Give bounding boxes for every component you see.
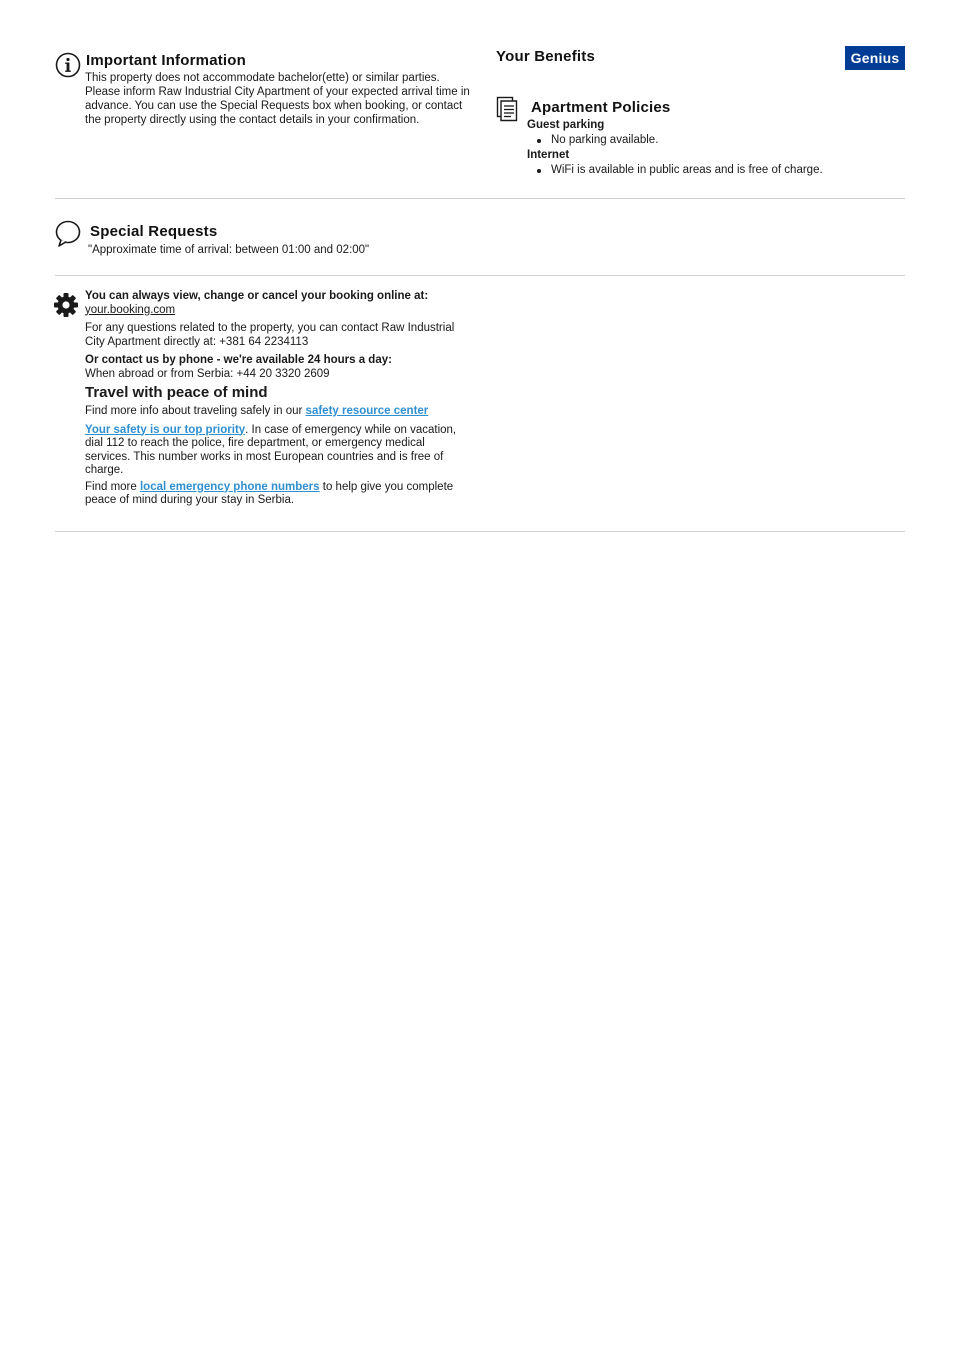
special-requests-text: "Approximate time of arrival: between 01:00 and 02:00" [88,244,370,256]
speech-bubble-icon [55,220,81,248]
local-emergency-numbers-link[interactable]: local emergency phone numbers [139,480,320,493]
gear-icon [53,292,79,318]
emergency-numbers-prefix: Find more [85,480,140,493]
emergency-info-text: . In case of emergency while on vacation, dial 112 to reach the police, fire department, or emergency medical services. This number works in most European countries and is free of charge. [85,423,457,476]
important-information-title: Important Information [86,52,247,69]
apartment-policies-title: Apartment Policies [531,99,671,116]
important-information-text: This property does not accommodate bachelor(ette) or similar parties. Please inform Raw Industrial City Apartment of your expected arrival time in advance. You can use the Special Requests box when booking, or contact the property directly using the contact details in your confirmation. [85,72,470,126]
travel-peace-of-mind-title: Travel with peace of mind [85,384,268,401]
booking-site-link[interactable]: your.booking.com [85,303,176,316]
section-divider [55,198,905,199]
genius-badge: Genius [845,46,905,70]
policy-items-internet [527,163,907,178]
property-contact-text: For any questions related to the property, you can contact Raw Industrial City Apartment directly at: +381 64 2234113 [85,322,455,348]
section-divider [55,531,905,532]
your-benefits-title: Your Benefits [496,48,596,65]
phone-contact-heading: Or contact us by phone - we're available 24 hours a day: [85,354,392,366]
safety-resource-center-link[interactable]: safety resource center [305,405,429,417]
list-item: No parking available. [551,133,907,148]
list-item: WiFi is available in public areas and is free of charge. [551,163,907,178]
policy-list [527,118,907,178]
info-icon [55,52,81,78]
document-icon [496,96,520,122]
policy-label-internet: Internet [527,149,570,161]
safety-info-text: Find more info about traveling safely in our [85,405,306,417]
phone-contact-text: When abroad or from Serbia: +44 20 3320 2609 [85,367,330,380]
emergency-numbers-suffix: to help give you complete peace of mind during your stay in Serbia. [85,480,454,506]
special-requests-title: Special Requests [90,223,218,240]
policy-label-guest-parking: Guest parking [527,119,605,131]
safety-priority-link[interactable]: Your safety is our top priority [85,423,246,436]
policy-items-guest-parking [527,133,907,148]
section-divider [55,275,905,276]
manage-booking-content [85,290,470,508]
online-management-heading: You can always view, change or cancel your booking online at: [85,290,429,302]
